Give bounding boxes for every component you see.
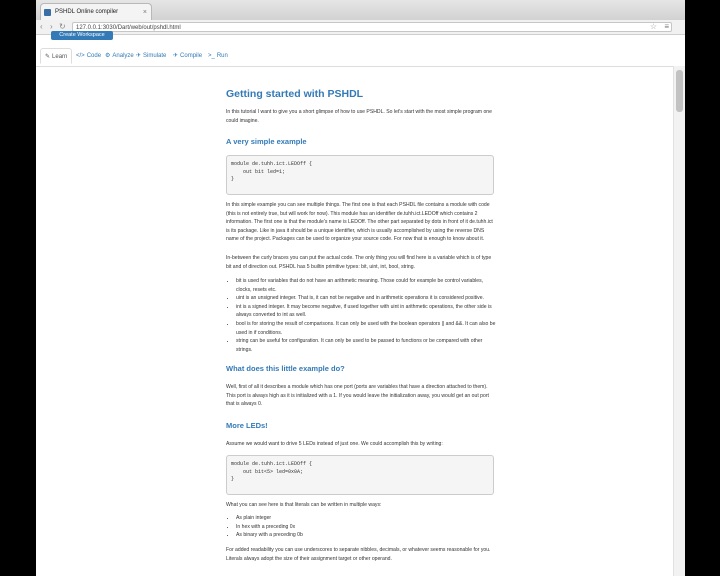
favicon-icon <box>44 9 51 16</box>
url-text: 127.0.0.1:3030/Dart/web/out/pshdl.html <box>76 25 181 31</box>
more-paragraph: Assume we would want to drive 5 LEDs instead of just one. We could accomplish this by writing: <box>226 441 443 447</box>
list-item: • string can be useful for configuration. It can only be used to be passed to functions or be compared with other strings. <box>236 337 496 354</box>
pencil-icon: ✎ <box>45 54 51 60</box>
close-tab-icon[interactable]: × <box>142 9 147 16</box>
tab-label: Simulate <box>143 53 167 59</box>
gear-icon: ⚙ <box>105 53 111 59</box>
plane-icon: ✈ <box>173 53 179 59</box>
window-shadow-icon: ▶ <box>648 36 665 61</box>
forward-icon[interactable]: › <box>50 22 53 31</box>
page-title: Getting started with PSHDL <box>226 88 364 100</box>
tab-run[interactable] <box>204 48 232 64</box>
list-item: • bit is used for variables that do not have an arithmetic meaning. Those could for example be control variables, clocks, resets etc. <box>236 277 496 294</box>
tab-learn[interactable] <box>40 48 72 64</box>
tab-label: Run <box>216 53 228 59</box>
browser-menu-icon[interactable]: ≡ <box>664 22 669 31</box>
list-item: • int is a signed integer. It may become negative, if used together with uint in arithmetic operations, the other side is always converted to int as well. <box>236 303 496 320</box>
list-item: • In hex with a preceding 0x <box>236 523 496 532</box>
list-item: • bool is for storing the result of comparisons. It can only be used with the boolean operators || and &&. It can also be used in if conditions. <box>236 320 496 337</box>
list-item: • As binary with a preceding 0b <box>236 531 496 540</box>
tab-simulate[interactable] <box>132 48 170 64</box>
tab-label: Learn <box>52 54 68 60</box>
list-item: • uint is an unsigned integer. That is, it can not be negative and in arithmetic operations it is considered positive. <box>236 294 496 303</box>
literals-list <box>226 514 496 540</box>
tab-label: Analyze <box>112 53 134 59</box>
create-workspace-button[interactable]: Create Workspace <box>51 31 113 40</box>
scrollbar[interactable] <box>673 66 685 576</box>
back-icon[interactable]: ‹ <box>40 22 43 31</box>
types-paragraph: In-between the curly braces you can put the actual code. The only thing you will find here is a variable which is of type bit and of direction out. PSHDL has 5 builtin primitive types: bit, uint, int, bool, string. <box>226 255 492 270</box>
code-icon: </> <box>76 53 85 59</box>
browser-tab[interactable] <box>40 3 152 20</box>
tab-label: Compile <box>180 53 203 59</box>
section-heading-what: What does this little example do? <box>226 364 345 373</box>
list-item: • As plain integer <box>236 514 496 523</box>
intro-paragraph: In this tutorial I want to give you a short glimpse of how to use PSHDL. So let's start with the most simple program one could imagine. <box>226 109 492 124</box>
tab-label: Code <box>86 53 102 59</box>
bookmark-star-icon[interactable]: ☆ <box>649 22 657 31</box>
terminal-icon: >_ <box>208 53 215 59</box>
tab-compile[interactable] <box>169 48 206 64</box>
section-heading-simple: A very simple example <box>226 137 307 146</box>
plane-icon: ✈ <box>136 53 142 59</box>
browser-tab-bar <box>36 0 685 21</box>
section-heading-more: More LEDs! <box>226 421 268 430</box>
tab-title: PSHDL Online compiler <box>55 9 119 15</box>
reload-icon[interactable]: ↻ <box>59 22 66 31</box>
code-block: module de.tuhh.ict.LEDOff { out bit led=1; } <box>226 155 494 195</box>
app-tab-nav <box>36 44 685 67</box>
types-list <box>226 277 496 354</box>
simple-paragraph: In this simple example you can see multiple things. The first one is that each PSHDL file contains a module with code (this is not entirely true, but will work for now). This module has an identifier de.tuhh.ict.LEDOff which contains 2 information. The first one is that the module's name is LEDOff. The other part separated by dots in front of it de.tuhh.ict is its package. Like in java it should be a unique identifier, which is usually accomplished by using the reverse DNS name of the project. Packages can be used to organize your source code. For now that is enough to know about it. <box>226 202 493 243</box>
readability-paragraph: For added readability you can use underscores to separate nibbles, decimals, or whatever seems reasonable for you. Literals always adopt the size of their assignment target or other operand. <box>226 547 491 562</box>
address-bar-row <box>36 20 685 35</box>
literals-paragraph: What you can see here is that literals can be written in multiple ways: <box>226 502 382 508</box>
what-paragraph: Well, first of all it describes a module which has one port (ports are variables that have a direction attached to them). This port is always high as it is initialized with a 1. If you would leave the initialization away, you would get an out port that is always 0. <box>226 384 489 408</box>
browser-window <box>36 0 685 576</box>
code-block: module de.tuhh.ict.LEDOff { out bit<5> led=0x0A; } <box>226 455 494 495</box>
url-input[interactable] <box>72 22 672 32</box>
